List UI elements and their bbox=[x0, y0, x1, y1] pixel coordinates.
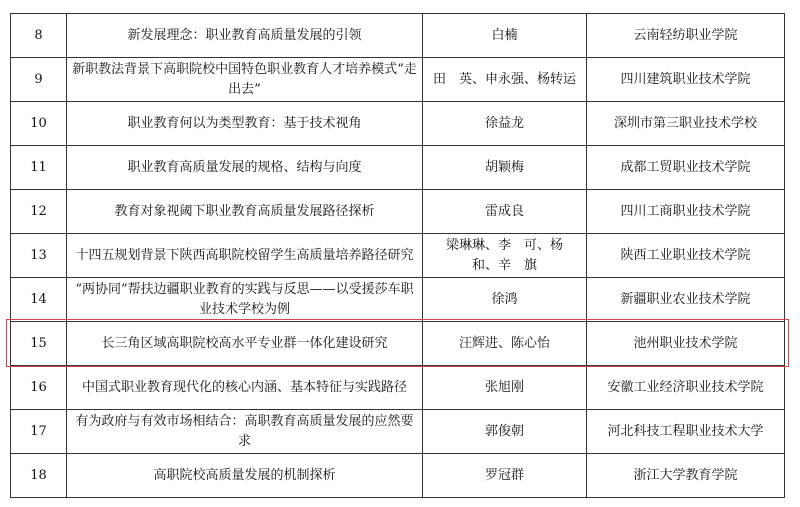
authors: 雷成良 bbox=[423, 190, 587, 234]
institution: 四川工商职业技术学院 bbox=[587, 190, 785, 234]
institution: 云南轻纺职业学院 bbox=[587, 14, 785, 58]
table-row bbox=[11, 58, 785, 102]
institution: 深圳市第三职业技术学校 bbox=[587, 102, 785, 146]
paper-title: 新发展理念：职业教育高质量发展的引领 bbox=[67, 14, 423, 58]
paper-title: 教育对象视阈下职业教育高质量发展路径探析 bbox=[67, 190, 423, 234]
paper-title: 职业教育何以为类型教育：基于技术视角 bbox=[67, 102, 423, 146]
row-number: 16 bbox=[11, 366, 67, 410]
institution: 成都工贸职业技术学院 bbox=[587, 146, 785, 190]
row-number: 15 bbox=[11, 322, 67, 366]
table-row bbox=[11, 234, 785, 278]
row-number: 13 bbox=[11, 234, 67, 278]
row-number: 10 bbox=[11, 102, 67, 146]
authors: 田 英、申永强、杨转运 bbox=[423, 58, 587, 102]
row-number: 14 bbox=[11, 278, 67, 322]
row-number: 9 bbox=[11, 58, 67, 102]
authors: 梁琳琳、李 可、杨 和、辛 旗 bbox=[423, 234, 587, 278]
table-row bbox=[11, 146, 785, 190]
paper-title: 新职教法背景下高职院校中国特色职业教育人才培养模式“走出去” bbox=[67, 58, 423, 102]
paper-title: 中国式职业教育现代化的核心内涵、基本特征与实践路径 bbox=[67, 366, 423, 410]
institution: 河北科技工程职业技术大学 bbox=[587, 410, 785, 454]
institution: 浙江大学教育学院 bbox=[587, 454, 785, 498]
row-number: 8 bbox=[11, 14, 67, 58]
authors: 张旭刚 bbox=[423, 366, 587, 410]
institution: 池州职业技术学院 bbox=[587, 322, 785, 366]
paper-title: 高职院校高质量发展的机制探析 bbox=[67, 454, 423, 498]
paper-title: 职业教育高质量发展的规格、结构与向度 bbox=[67, 146, 423, 190]
table-row bbox=[11, 278, 785, 322]
authors: 胡颖梅 bbox=[423, 146, 587, 190]
institution: 陕西工业职业技术学院 bbox=[587, 234, 785, 278]
row-number: 11 bbox=[11, 146, 67, 190]
authors: 徐鸿 bbox=[423, 278, 587, 322]
paper-title: 有为政府与有效市场相结合：高职教育高质量发展的应然要求 bbox=[67, 410, 423, 454]
table-row bbox=[11, 102, 785, 146]
table-row bbox=[11, 14, 785, 58]
institution: 四川建筑职业技术学院 bbox=[587, 58, 785, 102]
row-number: 12 bbox=[11, 190, 67, 234]
table-row bbox=[11, 366, 785, 410]
row-number: 17 bbox=[11, 410, 67, 454]
table-row bbox=[11, 454, 785, 498]
table-row bbox=[11, 190, 785, 234]
authors: 白楠 bbox=[423, 14, 587, 58]
authors: 徐益龙 bbox=[423, 102, 587, 146]
authors: 汪辉进、陈心怡 bbox=[423, 322, 587, 366]
institution: 安徽工业经济职业技术学院 bbox=[587, 366, 785, 410]
authors: 郭俊朝 bbox=[423, 410, 587, 454]
institution: 新疆职业农业技术学院 bbox=[587, 278, 785, 322]
row-number: 18 bbox=[11, 454, 67, 498]
papers-table bbox=[10, 13, 785, 498]
table-row-highlighted bbox=[11, 322, 785, 366]
paper-title: 十四五规划背景下陕西高职院校留学生高质量培养路径研究 bbox=[67, 234, 423, 278]
paper-title: “两协同”帮扶边疆职业教育的实践与反思——以受援莎车职业技术学校为例 bbox=[67, 278, 423, 322]
authors: 罗冠群 bbox=[423, 454, 587, 498]
table-row bbox=[11, 410, 785, 454]
paper-title: 长三角区域高职院校高水平专业群一体化建设研究 bbox=[67, 322, 423, 366]
